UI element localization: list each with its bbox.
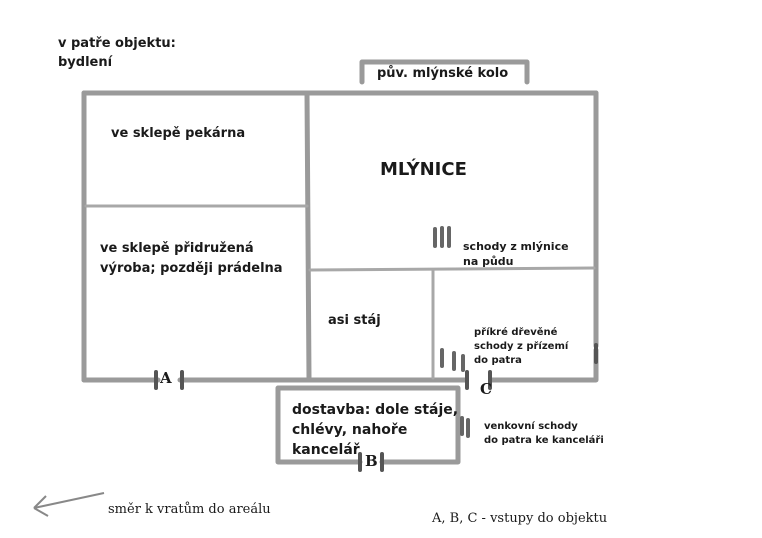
outdoor-stairs-symbol — [462, 418, 468, 436]
entrance-a-letter: A — [160, 369, 172, 387]
steep-wooden-stairs-symbol — [442, 350, 463, 370]
secondary-production-label: ve sklepě přidružená výroba; později prádelna — [100, 241, 283, 276]
upper-floor-note: v patře objektu: bydlení — [58, 36, 176, 70]
entrance-b-letter: B — [365, 452, 378, 470]
stable-room-label: asi stáj — [328, 313, 381, 328]
direction-caption: směr k vratům do areálu — [108, 502, 271, 517]
mill-wheel-label: pův. mlýnské kolo — [377, 66, 509, 81]
entrances-legend: A, B, C - vstupy do objektu — [432, 511, 608, 526]
mill-attic-stairs-label: schody z mlýnice na půdu — [463, 240, 569, 268]
mill-attic-stairs-symbol — [435, 228, 449, 246]
interior-wall-vertical-west — [307, 93, 309, 378]
addition-building-label: dostavba: dole stáje, chlévy, nahoře kancelář — [292, 402, 459, 458]
bakery-room-label: ve sklepě pekárna — [111, 126, 246, 141]
direction-arrow-icon — [34, 493, 104, 516]
steep-wooden-stairs-label: příkré dřevěné schody z přízemí do patra — [474, 327, 569, 366]
outdoor-stairs-label: venkovní schody do patra ke kanceláři — [484, 421, 604, 446]
entrance-c-letter: C — [480, 380, 492, 398]
mill-room-title: MLÝNICE — [380, 159, 467, 180]
